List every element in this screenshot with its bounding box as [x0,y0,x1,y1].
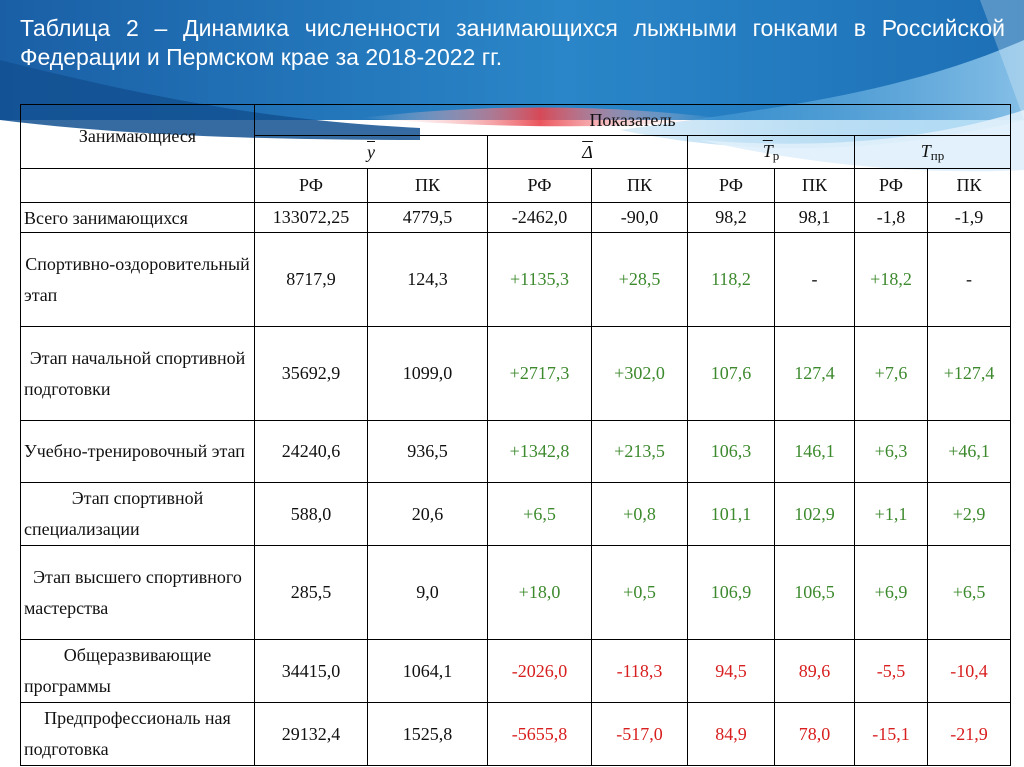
table-cell: 4779,5 [368,203,488,233]
dynamics-table [20,104,1011,766]
table-cell: 107,6 [688,327,775,421]
table-cell: 588,0 [255,483,368,546]
table-cell: -5,5 [855,640,928,703]
region-header: ПК [368,169,488,203]
table-cell: 24240,6 [255,421,368,483]
table-cell: 127,4 [775,327,855,421]
table-cell: 84,9 [688,703,775,766]
table-cell: 106,5 [775,546,855,640]
table-cell: 124,3 [368,233,488,327]
table-cell: +6,5 [928,546,1011,640]
table-cell: +6,5 [488,483,592,546]
table-cell: +1135,3 [488,233,592,327]
table-cell: -2026,0 [488,640,592,703]
group-header: Показатель [255,105,1011,136]
row-label: Этап начальной спортивной подготовки [21,327,255,421]
table-cell: 146,1 [775,421,855,483]
row-label: Этап высшего спортивного мастерства [21,546,255,640]
table-cell: +213,5 [592,421,688,483]
table-cell: - [928,233,1011,327]
table-row [21,546,1011,640]
table-cell: +2,9 [928,483,1011,546]
region-header-row [21,169,1011,203]
table-row [21,203,1011,233]
table-cell: -90,0 [592,203,688,233]
table-cell: -2462,0 [488,203,592,233]
table-cell: +1342,8 [488,421,592,483]
table-cell: +6,3 [855,421,928,483]
table-cell: 8717,9 [255,233,368,327]
table-cell: 285,5 [255,546,368,640]
table-cell: +6,9 [855,546,928,640]
indicator-symbol: $\overline{T}$ [762,140,773,161]
table-cell: -517,0 [592,703,688,766]
row-label: Всего занимающихся [21,203,255,233]
table-cell: +7,6 [855,327,928,421]
region-header: ПК [775,169,855,203]
table-cell: +46,1 [928,421,1011,483]
table-cell: 118,2 [688,233,775,327]
row-label: Этап спортивной специализации [21,483,255,546]
row-label: Предпрофессиональ ная подготовка [21,703,255,766]
table-cell: -10,4 [928,640,1011,703]
slide-title: Таблица 2 – Динамика численности занимающихся лыжными гонками в Российской Федерации и Пермском крае за 2018-2022 гг. [20,15,1005,70]
table-cell: 106,9 [688,546,775,640]
table-cell: 1099,0 [368,327,488,421]
table-cell: -21,9 [928,703,1011,766]
indicator-symbol: $\overline{\Delta}$ [582,141,593,162]
table-cell: 101,1 [688,483,775,546]
table-cell: -118,3 [592,640,688,703]
table-cell: -1,9 [928,203,1011,233]
indicator-growth-rate [688,136,855,169]
indicator-subscript: р [772,147,780,163]
table-cell: 98,1 [775,203,855,233]
indicator-delta [488,136,688,169]
table-cell: +0,8 [592,483,688,546]
table-cell: +2717,3 [488,327,592,421]
table-cell: +18,2 [855,233,928,327]
table-cell: 102,9 [775,483,855,546]
indicator-subscript: пр [930,147,945,163]
row-label: Учебно-тренировочный этап [21,421,255,483]
region-header: ПК [592,169,688,203]
indicator-increment-rate [855,136,1011,169]
table-cell: - [775,233,855,327]
table-cell: +0,5 [592,546,688,640]
table-cell: 35692,9 [255,327,368,421]
table-cell: 94,5 [688,640,775,703]
table-cell: +28,5 [592,233,688,327]
table-cell: 9,0 [368,546,488,640]
table-cell: +18,0 [488,546,592,640]
region-header: РФ [855,169,928,203]
region-header: РФ [255,169,368,203]
table-cell: -5655,8 [488,703,592,766]
table-header-row [21,105,1011,136]
row-header-spacer [21,169,255,203]
table-body [21,203,1011,766]
table-row [21,233,1011,327]
table-row [21,703,1011,766]
table-cell: 98,2 [688,203,775,233]
table-row [21,483,1011,546]
table-cell: 78,0 [775,703,855,766]
table-cell: 34415,0 [255,640,368,703]
table-cell: 89,6 [775,640,855,703]
table-cell: 133072,25 [255,203,368,233]
table-row [21,640,1011,703]
region-header: ПК [928,169,1011,203]
table-cell: 936,5 [368,421,488,483]
table-cell: -15,1 [855,703,928,766]
indicator-symbol: $\overline{y}$ [367,141,375,162]
row-label: Общеразвивающие программы [21,640,255,703]
table-cell: 20,6 [368,483,488,546]
table-cell: +302,0 [592,327,688,421]
table-cell: +127,4 [928,327,1011,421]
table-cell: 106,3 [688,421,775,483]
indicator-mean [255,136,488,169]
table-row [21,421,1011,483]
table-cell: 29132,4 [255,703,368,766]
table-cell: +1,1 [855,483,928,546]
table-row [21,327,1011,421]
table-cell: 1064,1 [368,640,488,703]
table-cell: -1,8 [855,203,928,233]
region-header: РФ [688,169,775,203]
indicator-symbol: T [920,140,931,161]
table-cell: 1525,8 [368,703,488,766]
row-label: Спортивно-оздоровительный этап [21,233,255,327]
region-header: РФ [488,169,592,203]
row-header: Занимающиеся [21,105,255,169]
